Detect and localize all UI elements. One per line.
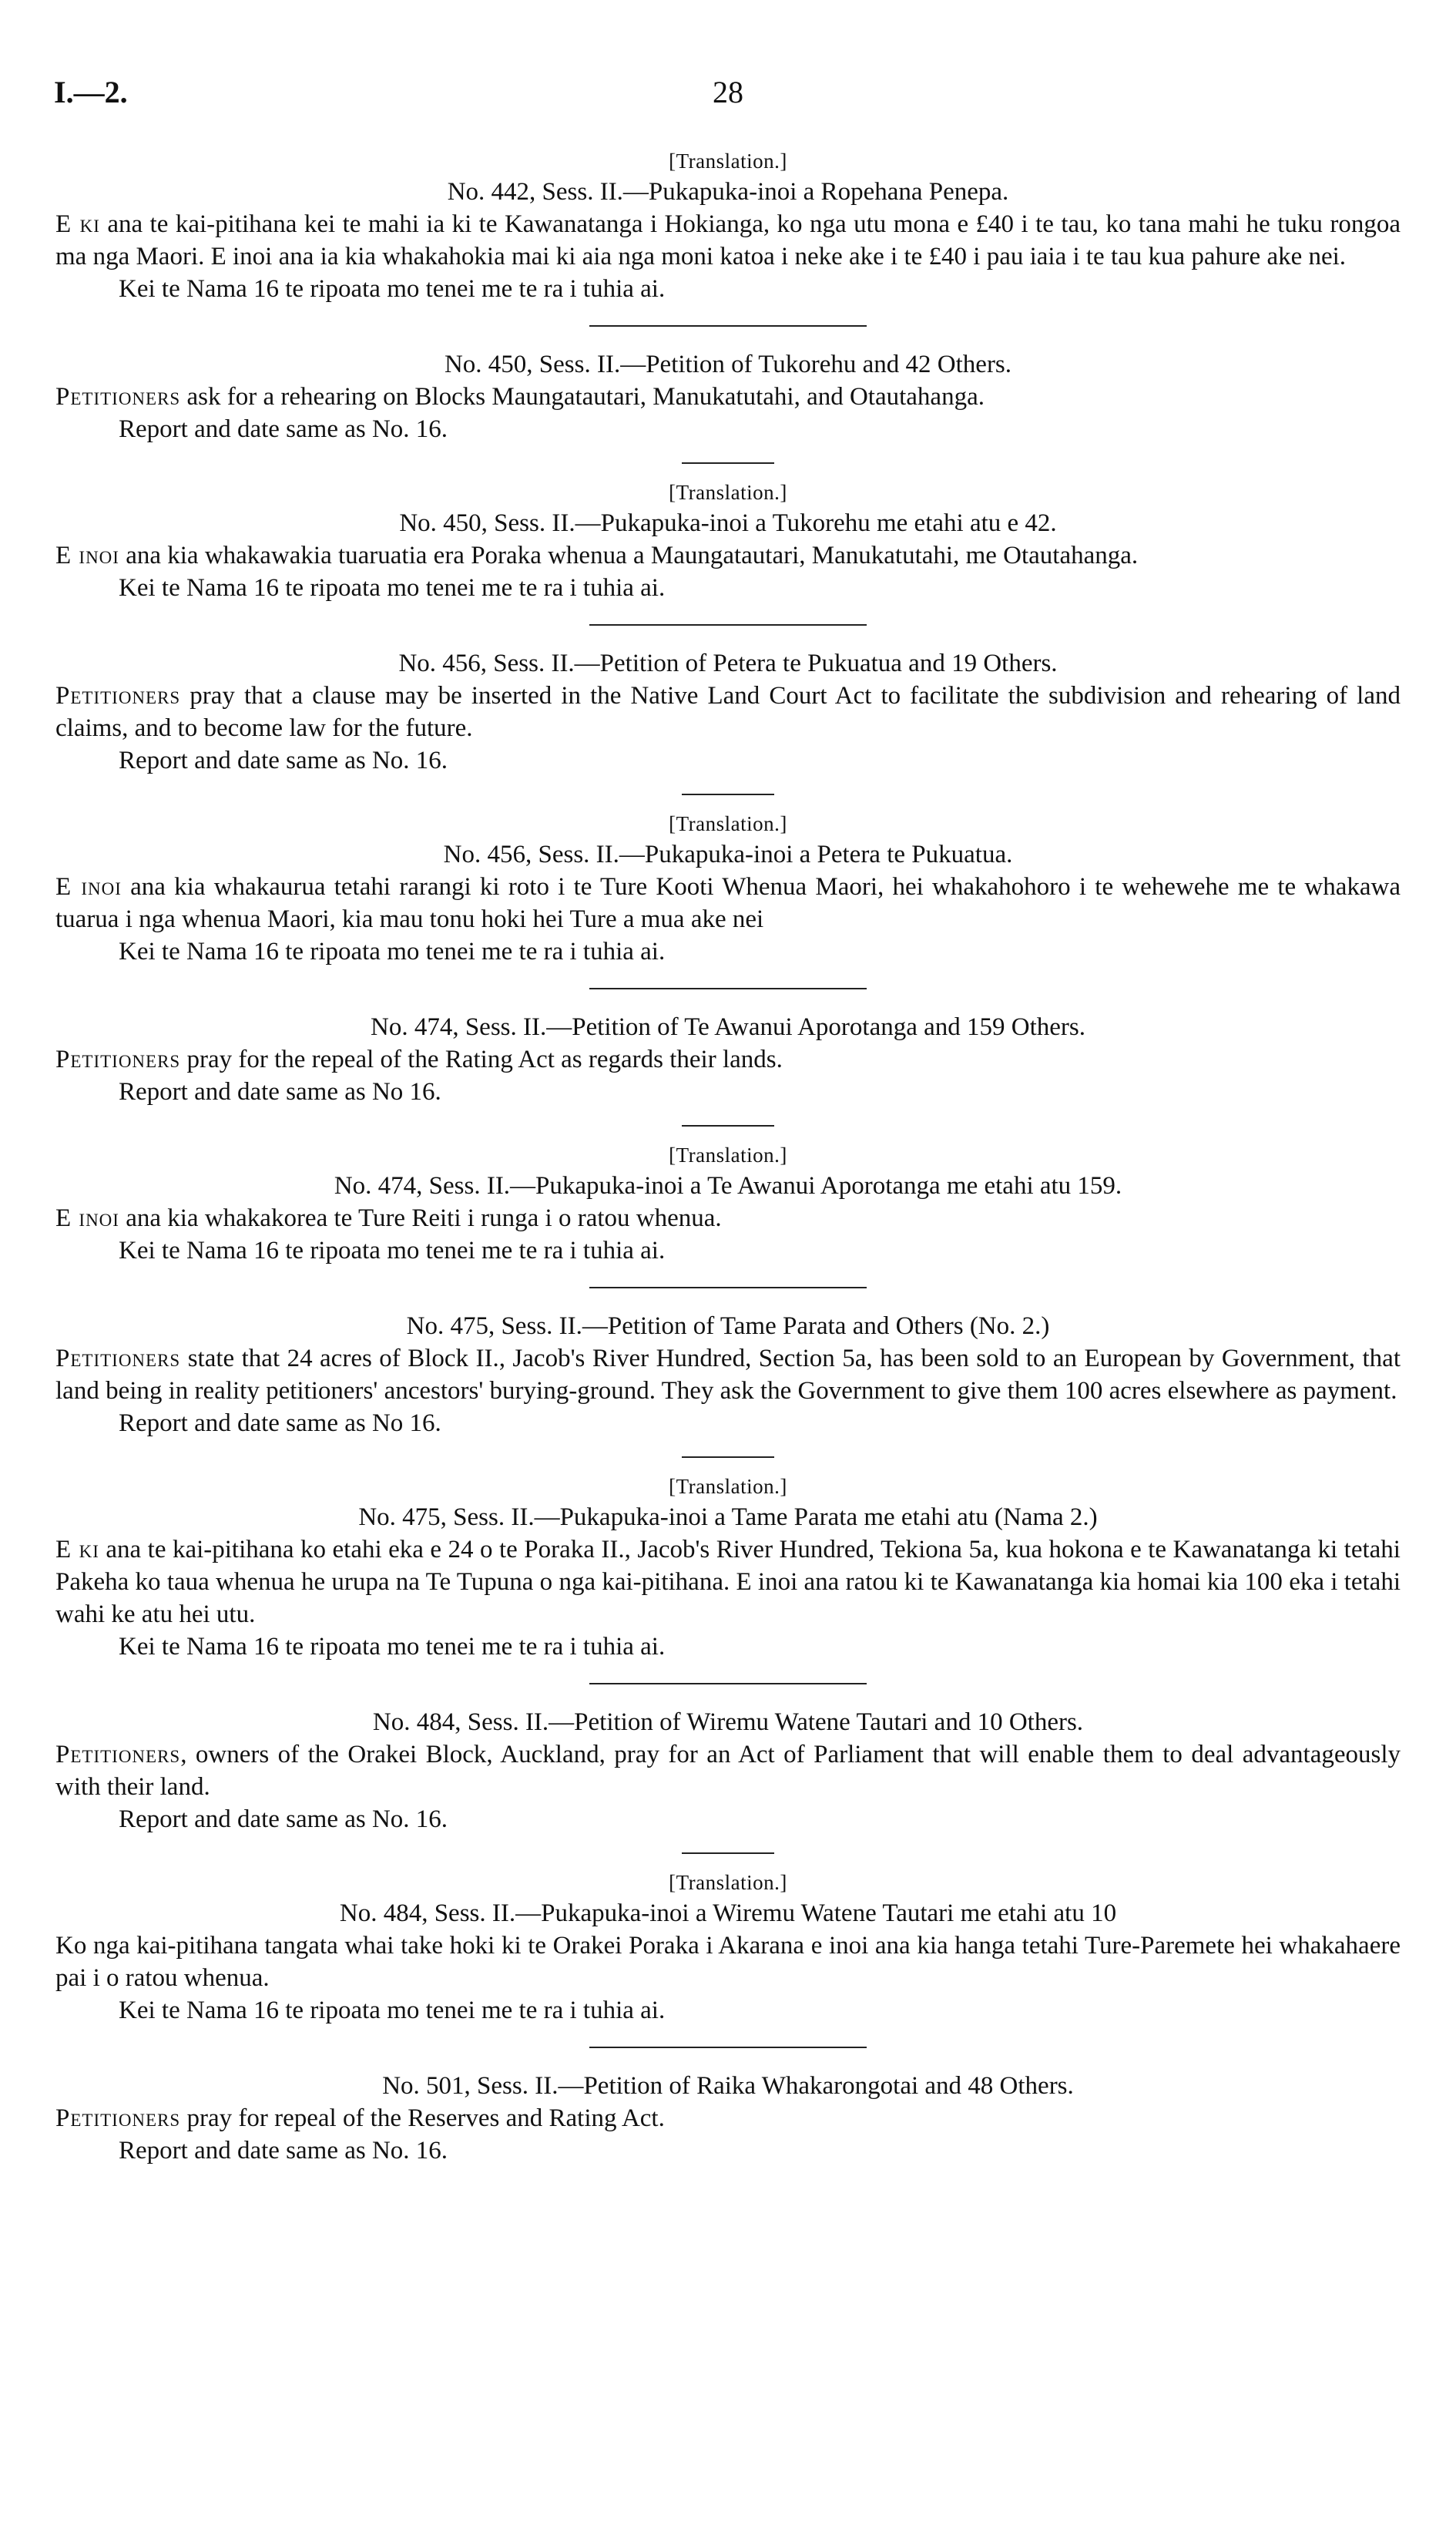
petition-entry [55,1310,1401,1439]
petition-text: ana te kai-pitihana ko etahi eka e 24 o te Poraka II., Jacob's River Hundred, Tekiona 5a, kua hokona e te Kawanatanga ki tetahi Pakeha ko taua whenua he urupa na Te Tupuna o nga kai-pitihana. E inoi ana ratou ki te Kawanatanga kia homai kia 100 eka i tetahi wahi ke atu hei utu. [55,1536,1401,1628]
petition-title: No. 475, Sess. II.—Pukapuka-inoi a Tame Parata me etahi atu (Nama 2.) [358,1503,1098,1531]
petition-lead: Petitioners [55,1741,181,1768]
report-note: Kei te Nama 16 te ripoata mo tenei me te ra i tuhia ai. [119,1633,666,1661]
section-divider [589,624,867,626]
petition-body [55,2102,1401,2134]
petition-text: ana kia whakawakia tuaruatia era Poraka whenua a Maungatautari, Manukatutahi, me Otautahanga. [119,542,1139,569]
petition-lead: Petitioners [55,1046,181,1073]
report-note: Kei te Nama 16 te ripoata mo tenei me te ra i tuhia ai. [119,1997,666,2024]
petition-title: No. 456, Sess. II.—Petition of Petera te Pukuatua and 19 Others. [398,650,1058,677]
report-note: Report and date same as No. 16. [119,747,448,774]
petition-lead: Petitioners [55,682,181,710]
report-note: Kei te Nama 16 te ripoata mo tenei me te ra i tuhia ai. [119,938,666,966]
report-note: Kei te Nama 16 te ripoata mo tenei me te ra i tuhia ai. [119,574,666,602]
petition-entry [55,1140,1401,1267]
petition-text: ask for a rehearing on Blocks Maungatautari, Manukatutahi, and Otautahanga. [180,383,985,411]
translation-divider [682,1125,774,1127]
petition-body [55,1533,1401,1631]
petition-entry [55,647,1401,777]
document-reference: I.—2. [54,75,128,109]
petition-body [55,1342,1401,1407]
petition-lead: E ki [55,1536,99,1563]
petition-body [55,680,1401,744]
petition-body [55,1202,1401,1234]
report-note: Report and date same as No. 16. [119,1805,448,1833]
petition-body [55,208,1401,273]
petition-text: pray for repeal of the Reserves and Rating Act. [180,2104,665,2132]
petition-body [55,381,1401,413]
petition-text: state that 24 acres of Block II., Jacob's River Hundred, Section 5a, has been sold to an European by Government, that land being in reality petitioners' ancestors' burying-ground. They ask the Government to give them 100 acres elsewhere as payment. [55,1345,1401,1405]
section-divider [589,325,867,327]
translation-divider [682,462,774,464]
petition-text: Ko nga kai-pitihana tangata whai take hoki ki te Orakei Poraka i Akarana e inoi ana kia hanga tetahi Ture-Paremete hei whakahaere pai i o ratou whenua. [55,1932,1401,1992]
petition-text: ana kia whakakorea te Ture Reiti i runga i o ratou whenua. [119,1204,722,1232]
report-note: Report and date same as No. 16. [119,415,448,443]
translation-label: [Translation.] [669,1144,787,1167]
section-divider [589,2047,867,2048]
report-note: Report and date same as No 16. [119,1409,441,1437]
translation-divider [682,794,774,795]
translation-divider [682,1852,774,1854]
translation-label: [Translation.] [669,1475,787,1498]
petition-lead: Petitioners [55,1345,181,1372]
report-note: Kei te Nama 16 te ripoata mo tenei me te ra i tuhia ai. [119,1237,666,1264]
petition-title: No. 450, Sess. II.—Petition of Tukorehu and 42 Others. [444,351,1012,378]
petition-text: pray for the repeal of the Rating Act as regards their lands. [180,1046,783,1073]
petition-entry [55,1868,1401,2027]
petition-title: No. 450, Sess. II.—Pukapuka-inoi a Tukorehu me etahi atu e 42. [399,509,1057,537]
petition-entry [55,1011,1401,1108]
petition-text: pray that a clause may be inserted in the Native Land Court Act to facilitate the subdivision and rehearing of land claims, and to become law for the future. [55,682,1401,742]
petition-title: No. 501, Sess. II.—Petition of Raika Whakarongotai and 48 Others. [382,2072,1074,2100]
petition-body [55,1738,1401,1803]
section-divider [589,988,867,989]
petition-text: ana te kai-pitihana kei te mahi ia ki te Kawanatanga i Hokianga, ko nga utu mona e £40 i te tau, ko tana mahi he tuku rongoa ma nga Maori. E inoi ana ia kia whakahokia mai ki aia nga moni katoa i neke ake i te £40 i pau iaia i te tau kua pahure ake nei. [55,210,1401,270]
petition-entry [55,2070,1401,2167]
petition-title: No. 442, Sess. II.—Pukapuka-inoi a Ropehana Penepa. [447,178,1009,206]
petition-entry [55,348,1401,445]
petition-entry [55,146,1401,305]
petition-text: ana kia whakaurua tetahi rarangi ki roto i te Ture Kooti Whenua Maori, hei whakahohoro i te wehewehe me te whakawa tuarua i nga whenua Maori, kia mau tonu hoki hei Ture a mua ake nei [55,873,1401,933]
page-content [55,146,1401,2167]
section-divider [589,1287,867,1288]
report-note: Report and date same as No. 16. [119,2137,448,2165]
petition-title: No. 484, Sess. II.—Petition of Wiremu Watene Tautari and 10 Others. [372,1708,1084,1736]
petition-lead: E inoi [55,1204,119,1232]
petition-lead: Petitioners [55,2104,181,2132]
petition-body [55,539,1401,572]
translation-label: [Translation.] [669,812,787,835]
petition-lead: E inoi [55,542,119,569]
petition-title: No. 474, Sess. II.—Petition of Te Awanui Aporotanga and 159 Others. [370,1013,1086,1041]
translation-divider [682,1456,774,1458]
petition-entry [55,809,1401,968]
petition-body [55,1043,1401,1076]
petition-body [55,1929,1401,1994]
section-divider [589,1683,867,1684]
translation-label: [Translation.] [669,481,787,504]
report-note: Kei te Nama 16 te ripoata mo tenei me te ra i tuhia ai. [119,275,666,303]
petition-lead: Petitioners [55,383,181,411]
petition-entry [55,1706,1401,1835]
translation-label: [Translation.] [669,1871,787,1894]
petition-title: No. 484, Sess. II.—Pukapuka-inoi a Wiremu Watene Tautari me etahi atu 10 [339,1899,1117,1927]
petition-title: No. 474, Sess. II.—Pukapuka-inoi a Te Awanui Aporotanga me etahi atu 159. [334,1172,1122,1200]
petition-entry [55,1472,1401,1663]
translation-label: [Translation.] [669,149,787,173]
report-note: Report and date same as No 16. [119,1078,441,1106]
petition-title: No. 456, Sess. II.—Pukapuka-inoi a Petera te Pukuatua. [443,841,1013,868]
petition-body [55,871,1401,935]
page-number: 28 [713,75,743,109]
petition-title: No. 475, Sess. II.—Petition of Tame Parata and Others (No. 2.) [406,1312,1050,1340]
petition-entry [55,478,1401,604]
petition-lead: E inoi [55,873,122,901]
petition-lead: E ki [55,210,100,238]
page-header [54,74,1402,120]
petition-text: , owners of the Orakei Block, Auckland, pray for an Act of Parliament that will enable them to deal advantageously with their land. [55,1741,1401,1801]
